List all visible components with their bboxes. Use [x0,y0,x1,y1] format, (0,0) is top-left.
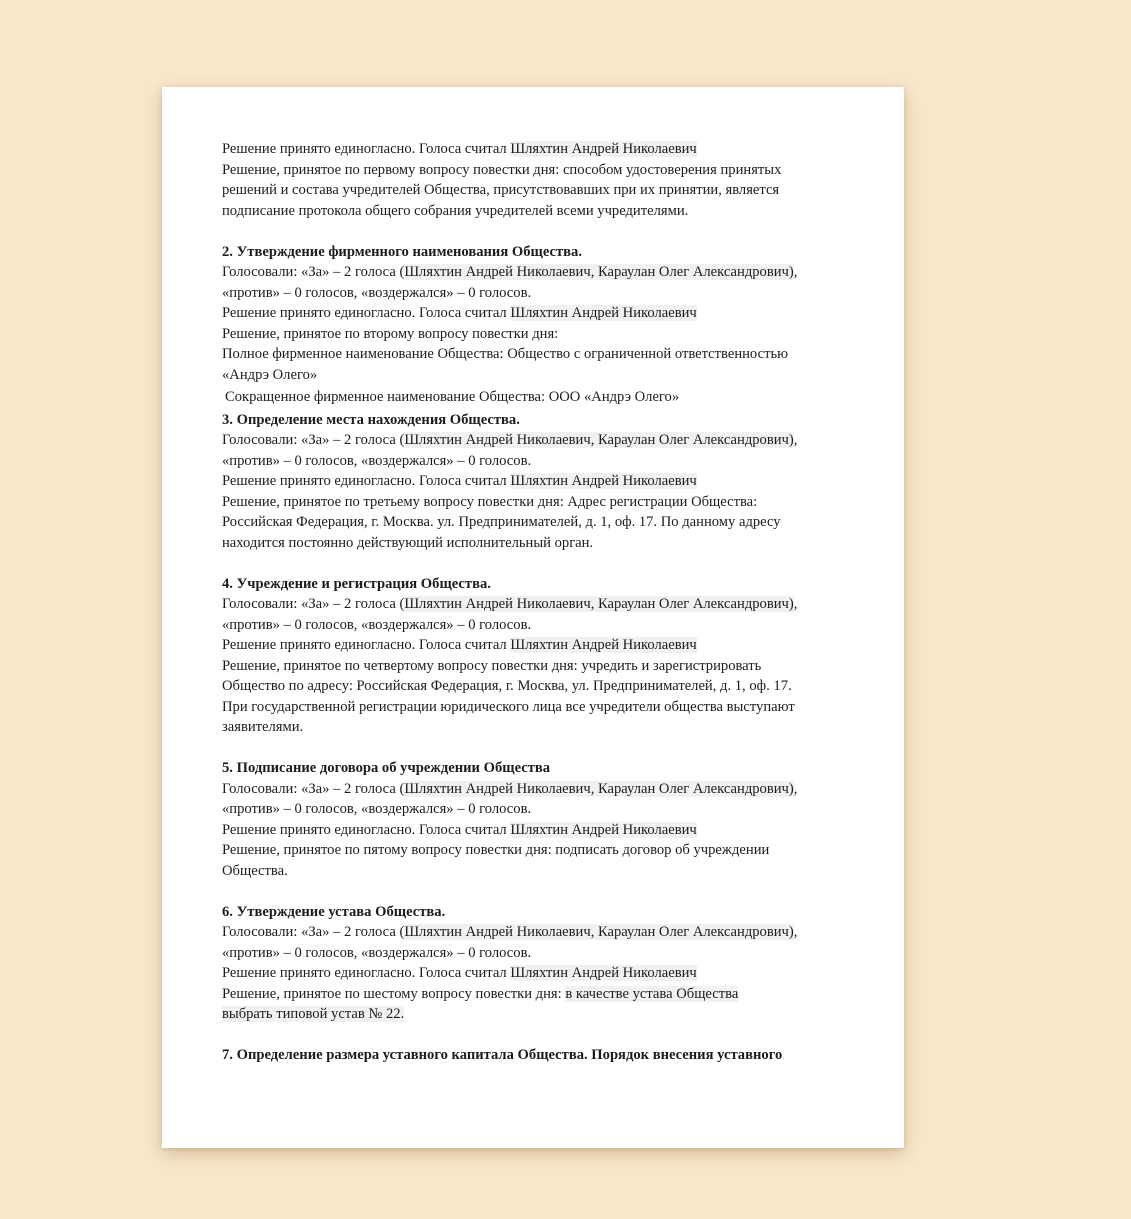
vote-result-line: «против» – 0 голосов, «воздержался» – 0 голосов. [222,284,532,301]
decision-line: Полное фирменное наименование Общества: Общество с ограниченной ответственностью [222,346,789,362]
decision-counter-line [222,635,852,656]
vote-result-line: «против» – 0 голосов, «воздержался» – 0 голосов. [222,801,532,817]
decision-line: подписание протокола общего собрания учредителей всеми учредителями. [222,202,689,219]
vote-result-line: «против» – 0 голосов, «воздержался» – 0 голосов. [222,452,532,469]
counter-name: Шляхтин Андрей Николаевич [510,473,697,489]
decision-text: Решение, принятое по шестому вопросу повестки дня: [222,985,566,1002]
decision-line: Решение, принятое по первому вопросу повестки дня: способом удостоверения принятых [222,161,782,178]
section-heading: 4. Учреждение и регистрация Общества. [222,575,491,592]
decision-text: Решение принято единогласно. Голоса считал [222,473,511,489]
counter-name: Шляхтин Андрей Николаевич [510,141,697,157]
vote-suffix: , [793,780,798,797]
decision-line: находится постоянно действующий исполнительный орган. [222,534,594,551]
decision-line [222,984,852,1005]
decision-counter-line [222,820,852,841]
document-page [162,87,904,1148]
decision-line: Решение, принятое по второму вопросу повестки дня: [222,325,559,342]
decision-line [222,1004,852,1025]
section-heading: 6. Утверждение устава Общества. [222,903,446,920]
vote-text: Голосовали: «За» – 2 голоса ( [222,264,405,280]
counter-name: Шляхтин Андрей Николаевич [510,637,697,653]
vote-text: Голосовали: «За» – 2 голоса ( [222,780,405,797]
vote-suffix: , [793,432,798,448]
section-heading: 2. Утверждение фирменного наименования Общества. [222,243,582,260]
decision-text: Решение принято единогласно. Голоса считал [222,821,511,838]
document-content [222,139,852,1066]
decision-counter-line [222,139,852,160]
section-heading: 5. Подписание договора об учреждении Общества [222,760,551,776]
vote-suffix: , [793,264,798,280]
decision-line: заявителями. [222,719,304,735]
vote-suffix: , [793,596,798,612]
vote-text: Голосовали: «За» – 2 голоса ( [222,432,405,448]
vote-suffix: , [793,924,798,940]
counter-name: Шляхтин Андрей Николаевич [510,965,697,981]
decision-text: Решение принято единогласно. Голоса считал [222,965,511,981]
decision-line: Решение, принятое по третьему вопросу повестки дня: Адрес регистрации Общества: [222,493,758,510]
decision-line: При государственной регистрации юридического лица все учредители общества выступают [222,698,795,715]
vote-text: Голосовали: «За» – 2 голоса ( [222,924,405,940]
section-heading: 7. Определение размера уставного капитала Общества. Порядок внесения уставного [222,1047,783,1063]
vote-result-line: «против» – 0 голосов, «воздержался» – 0 голосов. [222,944,532,961]
decision-line: Решение, принятое по пятому вопросу повестки дня: подписать договор об учреждении [222,842,770,858]
voters-names: Шляхтин Андрей Николаевич, Караулан Олег Александрович) [404,596,794,612]
vote-line [222,262,852,283]
decision-line: Общества. [222,862,288,879]
decision-line: Российская Федерация, г. Москва. ул. Предпринимателей, д. 1, оф. 17. По данному адресу [222,514,781,530]
decision-counter-line [222,963,852,984]
vote-result-line: «против» – 0 голосов, «воздержался» – 0 голосов. [222,616,532,633]
section-heading: 3. Определение места нахождения Общества. [222,411,520,428]
charter-choice-text: выбрать типовой устав № 22. [222,1006,405,1022]
decision-text: Решение принято единогласно. Голоса считал [222,305,511,321]
decision-text: Решение принято единогласно. Голоса считал [222,637,511,653]
voters-names: Шляхтин Андрей Николаевич, Караулан Олег Александрович) [404,264,794,280]
decision-counter-line [222,303,852,324]
charter-choice-text: в качестве устава Общества [565,985,739,1002]
vote-line [222,779,852,800]
decision-line: Общество по адресу: Российская Федерация, г. Москва, ул. Предпринимателей, д. 1, оф. 17. [222,678,792,694]
decision-line: «Андрэ Олего» [222,366,318,383]
vote-line [222,594,852,615]
vote-line [222,430,852,451]
decision-text: Решение принято единогласно. Голоса считал [222,141,511,157]
vote-text: Голосовали: «За» – 2 голоса ( [222,596,405,612]
voters-names: Шляхтин Андрей Николаевич, Караулан Олег Александрович) [404,924,794,940]
voters-names: Шляхтин Андрей Николаевич, Караулан Олег Александрович) [404,432,794,448]
decision-line: решений и состава учредителей Общества, присутствовавших при их принятии, является [222,182,780,198]
counter-name: Шляхтин Андрей Николаевич [510,821,697,838]
short-name-line: Сокращенное фирменное наименование Общества: ООО «Андрэ Олего» [225,389,680,405]
vote-line [222,922,852,943]
decision-line: Решение, принятое по четвертому вопросу повестки дня: учредить и зарегистрировать [222,657,762,674]
counter-name: Шляхтин Андрей Николаевич [510,305,697,321]
voters-names: Шляхтин Андрей Николаевич, Караулан Олег Александрович) [404,780,794,797]
decision-counter-line [222,471,852,492]
